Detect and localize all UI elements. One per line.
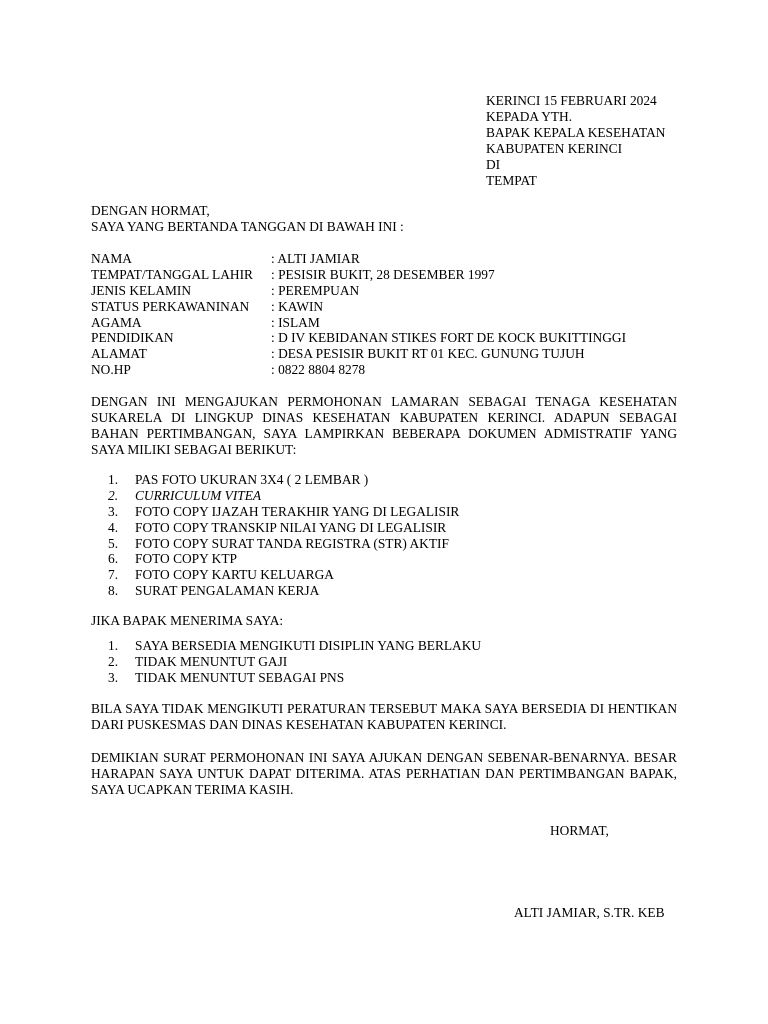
identity-row-education xyxy=(91,330,626,346)
list-text: FOTO COPY KTP xyxy=(135,551,237,567)
identity-value: : PESISIR BUKIT, 28 DESEMBER 1997 xyxy=(271,266,495,282)
identity-table xyxy=(91,251,626,378)
recipient-title: BAPAK KEPALA KESEHATAN xyxy=(486,124,666,140)
list-item xyxy=(108,670,481,686)
list-number: 4. xyxy=(108,519,119,535)
list-item xyxy=(108,583,459,599)
list-item xyxy=(108,567,459,583)
recipient-region: KABUPATEN KERINCI xyxy=(486,140,623,156)
identity-label: TEMPAT/TANGGAL LAHIR xyxy=(91,266,253,282)
identity-row-marital xyxy=(91,299,626,315)
identity-value: : PEREMPUAN xyxy=(271,282,360,298)
list-text: FOTO COPY SURAT TANDA REGISTRA (STR) AKTIF xyxy=(135,535,449,551)
list-item xyxy=(108,504,459,520)
list-item xyxy=(108,472,459,488)
recipient-prefix: KEPADA YTH. xyxy=(486,108,573,124)
identity-value: : KAWIN xyxy=(271,298,324,314)
recipient-place: TEMPAT xyxy=(486,172,537,188)
identity-row-birth xyxy=(91,267,626,283)
salutation: DENGAN HORMAT, xyxy=(91,203,210,218)
list-text: TIDAK MENUNTUT SEBAGAI PNS xyxy=(135,669,345,685)
identity-row-name xyxy=(91,251,626,267)
conditions-intro: JIKA BAPAK MENERIMA SAYA: xyxy=(91,613,284,628)
list-number: 2. xyxy=(108,487,119,503)
application-paragraph: DENGAN INI MENGAJUKAN PERMOHONAN LAMARAN SEBAGAI TENAGA KESEHATAN SUKARELA DI LINGKUP DINAS KESEHATAN KABUPATEN KERINCI. ADAPUN SEBAGAI BAHAN PERTIMBANGAN, SAYA LAMPIRKAN BEBERAPA DOKUMEN ADMISTRATIF YANG SAYA MILIKI SEBAGAI BERIKUT: xyxy=(91,394,677,457)
list-number: 3. xyxy=(108,503,119,519)
letter-header xyxy=(486,93,665,188)
list-number: 2. xyxy=(108,653,119,669)
closing-paragraph: DEMIKIAN SURAT PERMOHONAN INI SAYA AJUKAN DENGAN SEBENAR-BENARNYA. BESAR HARAPAN SAYA UNTUK DAPAT DITERIMA. ATAS PERHATIAN DAN PERTIMBANGAN BAPAK, SAYA UCAPKAN TERIMA KASIH. xyxy=(91,750,677,797)
identity-label: AGAMA xyxy=(91,314,142,330)
list-number: 1. xyxy=(108,638,119,653)
identity-label: ALAMAT xyxy=(91,346,147,362)
list-number: 5. xyxy=(108,535,119,551)
list-item xyxy=(108,536,459,552)
identity-value: : ALTI JAMIAR xyxy=(271,251,360,266)
list-item xyxy=(108,551,459,567)
list-text: FOTO COPY TRANSKIP NILAI YANG DI LEGALISIR xyxy=(135,519,447,535)
identity-label: PENDIDIKAN xyxy=(91,330,174,346)
identity-row-address xyxy=(91,346,626,362)
list-text: TIDAK MENUNTUT GAJI xyxy=(135,653,288,669)
identity-label: NO.HP xyxy=(91,362,131,378)
list-text: SURAT PENGALAMAN KERJA xyxy=(135,583,320,599)
closing-greeting: HORMAT, xyxy=(550,823,609,838)
list-number: 1. xyxy=(108,472,119,487)
intro-line: SAYA YANG BERTANDA TANGGAN DI BAWAH INI : xyxy=(91,218,404,234)
identity-value: : ISLAM xyxy=(271,314,320,330)
list-item xyxy=(108,488,459,504)
recipient-at: DI xyxy=(486,156,501,172)
identity-label: STATUS PERKAWANINAN xyxy=(91,298,250,314)
greeting xyxy=(91,203,404,235)
identity-value: : 0822 8804 8278 xyxy=(271,362,366,378)
list-text: FOTO COPY KARTU KELUARGA xyxy=(135,567,334,583)
list-number: 8. xyxy=(108,583,119,599)
list-text: CURRICULUM VITEA xyxy=(135,487,262,503)
identity-value: : DESA PESISIR BUKIT RT 01 KEC. GUNUNG TUJUH xyxy=(271,346,585,362)
documents-list xyxy=(108,472,459,599)
identity-row-religion xyxy=(91,315,626,331)
identity-row-gender xyxy=(91,283,626,299)
identity-label: JENIS KELAMIN xyxy=(91,282,192,298)
identity-value: : D IV KEBIDANAN STIKES FORT DE KOCK BUKITTINGGI xyxy=(271,330,627,346)
list-number: 7. xyxy=(108,567,119,583)
identity-label: NAMA xyxy=(91,251,132,266)
list-number: 6. xyxy=(108,551,119,567)
letter-date: KERINCI 15 FEBRUARI 2024 xyxy=(486,93,657,108)
list-item xyxy=(108,654,481,670)
list-item xyxy=(108,520,459,536)
list-item xyxy=(108,638,481,654)
signature-name: ALTI JAMIAR, S.TR. KEB xyxy=(514,905,665,920)
list-text: PAS FOTO UKURAN 3X4 ( 2 LEMBAR ) xyxy=(135,472,369,487)
list-text: FOTO COPY IJAZAH TERAKHIR YANG DI LEGALISIR xyxy=(135,503,460,519)
identity-row-phone xyxy=(91,362,626,378)
consequence-paragraph: BILA SAYA TIDAK MENGIKUTI PERATURAN TERSEBUT MAKA SAYA BERSEDIA DI HENTIKAN DARI PUSKESMAS DAN DINAS KESEHATAN KABUPATEN KERINCI. xyxy=(91,701,677,732)
list-text: SAYA BERSEDIA MENGIKUTI DISIPLIN YANG BERLAKU xyxy=(135,638,482,653)
conditions-list xyxy=(108,638,481,686)
list-number: 3. xyxy=(108,669,119,685)
